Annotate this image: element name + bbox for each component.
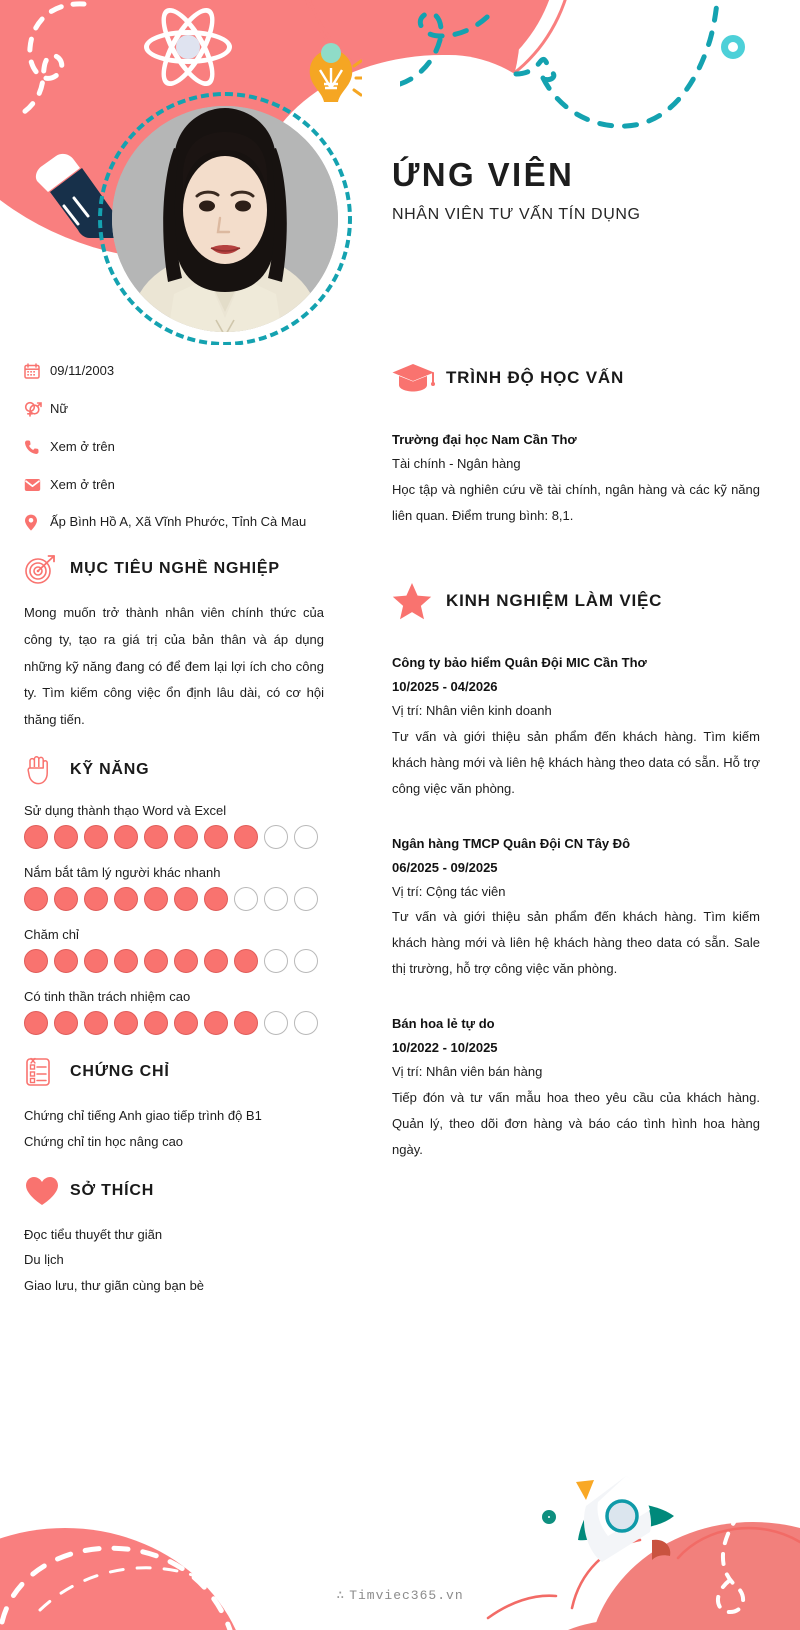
rating-dot-filled <box>144 1011 168 1035</box>
experience-company: Bán hoa lẻ tự do <box>392 1016 495 1032</box>
skill-label: Có tinh thần trách nhiệm cao <box>24 989 191 1005</box>
rating-dot-filled <box>114 949 138 973</box>
lightbulb-icon <box>300 40 362 122</box>
dashed-swoosh-icon <box>400 0 800 150</box>
experience-list <box>392 651 760 1163</box>
skill-rating <box>24 825 324 849</box>
rating-dot-filled <box>54 887 78 911</box>
dashed-spiral-icon <box>12 0 102 120</box>
skill-label: Nắm bắt tâm lý người khác nhanh <box>24 865 221 881</box>
hobby-item: Đọc tiểu thuyết thư giãn <box>24 1227 163 1243</box>
rating-dot-filled <box>24 949 48 973</box>
section-heading-skills <box>24 753 324 787</box>
rating-dot-filled <box>174 949 198 973</box>
hobby-item: Du lịch <box>24 1252 64 1268</box>
hobby-item: Giao lưu, thư giãn cùng bạn bè <box>24 1277 205 1293</box>
therefore-symbol: ∴ <box>336 1588 346 1603</box>
section-title: SỞ THÍCH <box>70 1182 155 1200</box>
experience-description: Tư vấn và giới thiệu sản phẩm đến khách hàng. Tìm kiếm khách hàng mới và liên hệ khách hàng theo data có sẵn. Sale thị trường, hỗ trợ công việc văn phòng. <box>392 909 760 977</box>
contact-value: Xem ở trên <box>50 438 115 454</box>
experience-position: Vị trí: Nhân viên kinh doanh <box>392 702 552 718</box>
contact-value: Nữ <box>50 400 69 416</box>
section-title: CHỨNG CHỈ <box>70 1063 170 1081</box>
rating-dot-empty <box>294 1011 318 1035</box>
contact-value: Xem ở trên <box>50 476 115 492</box>
rating-dot-empty <box>264 1011 288 1035</box>
section-heading-education <box>392 358 760 398</box>
experience-position: Vị trí: Nhân viên bán hàng <box>392 1064 543 1080</box>
location-icon <box>24 513 50 531</box>
rating-dot-filled <box>204 887 228 911</box>
avatar <box>112 106 338 332</box>
education-list <box>392 428 760 529</box>
page-title: ỨNG VIÊN <box>392 156 575 193</box>
skill-label: Sử dụng thành thạo Word và Excel <box>24 803 227 819</box>
contact-item-address <box>24 513 324 532</box>
experience-entry <box>392 651 760 802</box>
rating-dot-filled <box>174 825 198 849</box>
education-school: Trường đại học Nam Cần Thơ <box>392 432 577 447</box>
rating-dot-empty <box>294 949 318 973</box>
hobbies-list <box>24 1222 324 1298</box>
skills-list <box>24 803 324 1035</box>
education-entry <box>392 428 760 529</box>
rating-dot-filled <box>114 825 138 849</box>
education-description: Học tập và nghiên cứu về tài chính, ngân hàng và các kỹ năng liên quan. Điểm trung bình: 8,1. <box>392 481 760 523</box>
small-teal-ring-icon <box>542 1510 556 1524</box>
skill-rating <box>24 887 324 911</box>
main-content <box>392 358 760 1193</box>
graduation-cap-icon <box>392 358 446 398</box>
rating-dot-empty <box>294 825 318 849</box>
cv-header <box>0 0 800 345</box>
section-title: KỸ NĂNG <box>70 761 150 779</box>
name-block <box>392 157 641 224</box>
section-title: KINH NGHIỆM LÀM VIỆC <box>446 590 663 610</box>
education-major: Tài chính - Ngân hàng <box>392 456 521 472</box>
contact-value: 09/11/2003 <box>50 363 115 378</box>
rating-dot-filled <box>204 949 228 973</box>
rating-dot-filled <box>84 949 108 973</box>
target-icon <box>24 552 70 586</box>
email-icon <box>24 476 50 494</box>
rating-dot-filled <box>54 949 78 973</box>
rating-dot-filled <box>144 949 168 973</box>
rating-dot-filled <box>24 1011 48 1035</box>
rating-dot-filled <box>24 825 48 849</box>
section-heading-hobbies <box>24 1174 324 1208</box>
rating-dot-empty <box>294 887 318 911</box>
atom-icon <box>140 2 236 92</box>
rating-dot-filled <box>114 1011 138 1035</box>
objective-text: Mong muốn trở thành nhân viên chính thức của công ty, tạo ra giá trị của bản thân và áp dụng những kỹ năng đang có để đem lại lợi ích cho công ty. Tìm kiếm công việc ổn định lâu dài, có cơ hội thăng tiến. <box>24 605 324 727</box>
checklist-icon <box>24 1055 70 1089</box>
phone-icon <box>24 438 50 456</box>
section-heading-experience <box>392 581 760 621</box>
section-title: MỤC TIÊU NGHỀ NGHIỆP <box>70 560 280 578</box>
skill-label: Chăm chỉ <box>24 927 79 943</box>
experience-description: Tiếp đón và tư vấn mẫu hoa theo yêu cầu của khách hàng. Quản lý, theo dõi đơn hàng và báo cáo tình hình hoa hàng ngày. <box>392 1090 760 1158</box>
rating-dot-filled <box>84 825 108 849</box>
teal-ring-icon <box>721 35 745 59</box>
rating-dot-empty <box>264 887 288 911</box>
rating-dot-filled <box>114 887 138 911</box>
section-heading-objective <box>24 552 324 586</box>
rating-dot-filled <box>234 825 258 849</box>
contact-item-birthdate <box>24 362 324 381</box>
rating-dot-filled <box>54 1011 78 1035</box>
rating-dot-filled <box>24 887 48 911</box>
rating-dot-filled <box>54 825 78 849</box>
contact-item-gender <box>24 400 324 419</box>
rating-dot-filled <box>234 1011 258 1035</box>
star-icon <box>392 581 446 621</box>
experience-period: 06/2025 - 09/2025 <box>392 859 498 875</box>
job-title: NHÂN VIÊN TƯ VẤN TÍN DỤNG <box>392 206 641 224</box>
heart-icon <box>24 1174 70 1208</box>
certificates-list <box>24 1103 324 1154</box>
calendar-icon <box>24 362 50 380</box>
skill-rating <box>24 1011 324 1035</box>
rating-dot-filled <box>234 949 258 973</box>
certificate-item: Chứng chỉ tin học nâng cao <box>24 1133 184 1149</box>
contact-value: Ấp Bình Hồ A, Xã Vĩnh Phước, Tỉnh Cà Mau <box>50 514 307 530</box>
section-title: TRÌNH ĐỘ HỌC VẤN <box>446 368 625 387</box>
rating-dot-filled <box>204 1011 228 1035</box>
rating-dot-filled <box>144 887 168 911</box>
rating-dot-filled <box>174 887 198 911</box>
sidebar <box>24 362 324 1298</box>
contact-item-phone <box>24 438 324 457</box>
experience-position: Vị trí: Cộng tác viên <box>392 883 506 899</box>
rating-dot-filled <box>84 1011 108 1035</box>
experience-period: 10/2025 - 04/2026 <box>392 678 498 694</box>
experience-company: Công ty bảo hiểm Quân Đội MIC Cần Thơ <box>392 654 647 670</box>
rating-dot-filled <box>204 825 228 849</box>
rating-dot-empty <box>234 887 258 911</box>
footer-credit <box>0 1588 800 1603</box>
contact-item-email <box>24 476 324 495</box>
experience-entry <box>392 832 760 983</box>
rating-dot-filled <box>84 887 108 911</box>
section-heading-certificates <box>24 1055 324 1089</box>
experience-description: Tư vấn và giới thiệu sản phẩm đến khách hàng. Tìm kiếm khách hàng mới và liên hệ khách hàng theo data có sẵn. Hỗ trợ công việc văn phòng. <box>392 728 760 796</box>
rating-dot-filled <box>174 1011 198 1035</box>
rating-dot-filled <box>144 825 168 849</box>
hand-icon <box>24 753 70 787</box>
experience-company: Ngân hàng TMCP Quân Đội CN Tây Đô <box>392 835 631 851</box>
rating-dot-empty <box>264 949 288 973</box>
gender-icon <box>24 400 50 418</box>
footer-credit-text: Timviec365.vn <box>349 1588 464 1603</box>
experience-period: 10/2022 - 10/2025 <box>392 1040 498 1056</box>
experience-entry <box>392 1012 760 1163</box>
certificate-item: Chứng chỉ tiếng Anh giao tiếp trình độ B1 <box>24 1108 262 1124</box>
skill-rating <box>24 949 324 973</box>
contact-list <box>24 362 324 532</box>
rating-dot-empty <box>264 825 288 849</box>
